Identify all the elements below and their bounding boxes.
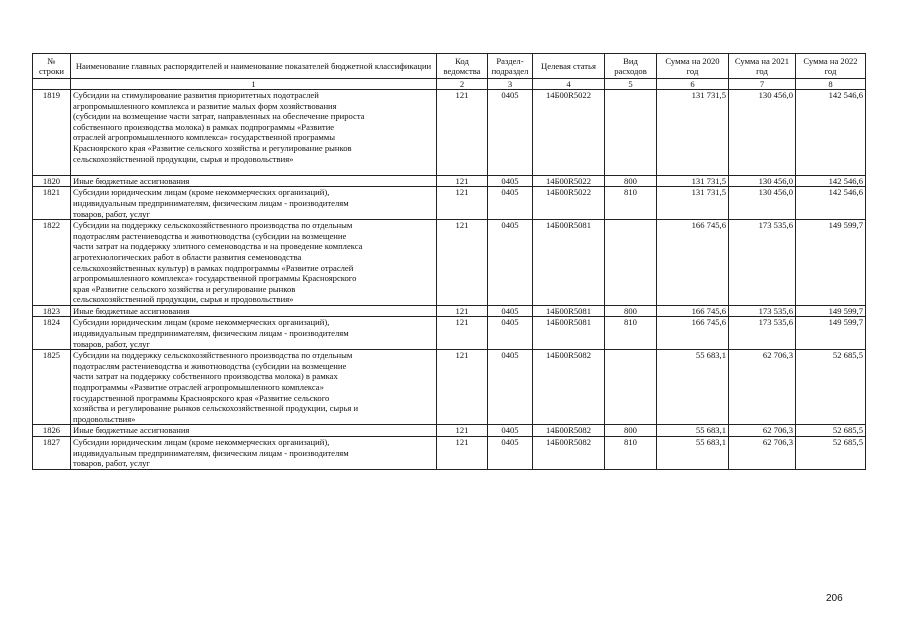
table-row — [33, 90, 866, 176]
row-number-cell: 1821 — [33, 187, 71, 220]
sum-2021-cell: 130 456,0 — [729, 187, 796, 220]
target-article-cell: 14Б00R5022 — [533, 175, 605, 187]
sum-2020-cell: 166 745,6 — [657, 220, 729, 306]
page-number: 206 — [826, 593, 843, 604]
name-line: сельскохозяйственной продукции, сырья и продовольствия» — [73, 153, 294, 164]
sum-2022-cell: 149 599,7 — [796, 317, 866, 350]
column-number: 1 — [71, 79, 437, 90]
name-line: Иные бюджетные ассигнования — [73, 305, 190, 316]
name-line: Субсидии на поддержку сельскохозяйственного производства по отдельным — [73, 350, 353, 361]
row-name-cell — [71, 305, 437, 317]
row-number-cell: 1820 — [33, 175, 71, 187]
sum-2021-cell: 173 535,6 — [729, 305, 796, 317]
name-line: Красноярского края «Развитие сельского хозяйства и регулирование рынков — [73, 142, 352, 153]
name-line: подотраслям растениеводства и животноводства (субсидии на возмещение — [73, 230, 347, 241]
row-number-cell: 1827 — [33, 437, 71, 470]
column-number: 5 — [605, 79, 657, 90]
name-line: края «Развитие сельского хозяйства и регулирование рынков — [73, 283, 296, 294]
sum-2022-cell: 52 685,5 — [796, 437, 866, 470]
header-sum-2022: Сумма на 2022 год — [796, 54, 866, 79]
sum-2022-cell: 149 599,7 — [796, 305, 866, 317]
table-row — [33, 317, 866, 350]
table-row — [33, 437, 866, 470]
header-department-code: Код ведомства — [437, 54, 488, 79]
section-cell: 0405 — [488, 90, 533, 176]
row-name-cell — [71, 187, 437, 220]
target-article-cell: 14Б00R5081 — [533, 317, 605, 350]
expense-type-cell — [605, 350, 657, 425]
department-code-cell: 121 — [437, 175, 488, 187]
section-cell: 0405 — [488, 350, 533, 425]
target-article-cell: 14Б00R5082 — [533, 425, 605, 437]
row-number-cell: 1826 — [33, 425, 71, 437]
name-line: товаров, работ, услуг — [73, 338, 150, 349]
row-number-cell: 1823 — [33, 305, 71, 317]
header-sum-2020: Сумма на 2020 год — [657, 54, 729, 79]
sum-2021-cell: 173 535,6 — [729, 220, 796, 306]
sum-2020-cell: 131 731,5 — [657, 175, 729, 187]
table-row — [33, 220, 866, 306]
name-line: части затрат на поддержку собственного производства молока) в рамках — [73, 371, 338, 382]
sum-2020-cell: 55 683,1 — [657, 350, 729, 425]
name-line: Иные бюджетные ассигнования — [73, 175, 190, 186]
name-line: государственной программы Красноярского края «Развитие сельского — [73, 392, 330, 403]
column-number: 2 — [437, 79, 488, 90]
table-body — [33, 90, 866, 470]
name-line: (субсидии на возмещение части затрат, направленных на обеспечение прироста — [73, 111, 365, 122]
target-article-cell: 14Б00R5022 — [533, 187, 605, 220]
section-cell: 0405 — [488, 187, 533, 220]
name-line: Субсидии юридическим лицам (кроме некоммерческих организаций), — [73, 317, 330, 328]
expense-type-cell: 800 — [605, 305, 657, 317]
section-cell: 0405 — [488, 425, 533, 437]
section-cell: 0405 — [488, 317, 533, 350]
sum-2020-cell: 55 683,1 — [657, 425, 729, 437]
sum-2020-cell: 166 745,6 — [657, 317, 729, 350]
header-sum-2021: Сумма на 2021 год — [729, 54, 796, 79]
column-number: 7 — [729, 79, 796, 90]
sum-2020-cell: 131 731,5 — [657, 90, 729, 176]
sum-2021-cell: 62 706,3 — [729, 350, 796, 425]
name-line — [73, 164, 434, 175]
header-expense-type: Вид расходов — [605, 54, 657, 79]
row-name-cell — [71, 437, 437, 470]
sum-2021-cell: 62 706,3 — [729, 437, 796, 470]
row-number-cell: 1819 — [33, 90, 71, 176]
sum-2021-cell: 130 456,0 — [729, 90, 796, 176]
column-number: 6 — [657, 79, 729, 90]
column-number-row — [33, 79, 866, 90]
row-name-cell — [71, 175, 437, 187]
name-line: подотраслям растениеводства и животноводства (субсидии на возмещение — [73, 360, 347, 371]
sum-2022-cell: 52 685,5 — [796, 425, 866, 437]
row-name-cell — [71, 425, 437, 437]
section-cell: 0405 — [488, 305, 533, 317]
row-number-cell: 1824 — [33, 317, 71, 350]
sum-2022-cell: 142 546,6 — [796, 90, 866, 176]
section-cell: 0405 — [488, 437, 533, 470]
name-line: части затрат на поддержку элитного семеноводства и на проведение комплекса — [73, 241, 363, 252]
section-cell: 0405 — [488, 220, 533, 306]
name-line: хозяйства и регулирование рынков сельскохозяйственной продукции, сырья и — [73, 403, 359, 414]
column-number — [33, 79, 71, 90]
header-row-number: № строки — [33, 54, 71, 79]
column-number: 4 — [533, 79, 605, 90]
name-line: товаров, работ, услуг — [73, 458, 150, 469]
budget-table — [32, 53, 866, 470]
row-name-cell — [71, 317, 437, 350]
department-code-cell: 121 — [437, 187, 488, 220]
column-number: 8 — [796, 79, 866, 90]
name-line: агропромышленного комплекса и развитие малых форм хозяйствования — [73, 100, 337, 111]
row-name-cell — [71, 220, 437, 306]
department-code-cell: 121 — [437, 220, 488, 306]
expense-type-cell: 810 — [605, 437, 657, 470]
name-line: отраслей агропромышленного комплекса» государственной программы — [73, 132, 335, 143]
target-article-cell: 14Б00R5081 — [533, 305, 605, 317]
name-line: подпрограммы «Развитие отраслей агропромышленного комплекса» — [73, 382, 324, 393]
header-section: Раздел-подраздел — [488, 54, 533, 79]
department-code-cell: 121 — [437, 90, 488, 176]
row-number-cell: 1822 — [33, 220, 71, 306]
sum-2020-cell: 131 731,5 — [657, 187, 729, 220]
name-line: Субсидии на поддержку сельскохозяйственного производства по отдельным — [73, 220, 353, 231]
sum-2022-cell: 142 546,6 — [796, 175, 866, 187]
department-code-cell: 121 — [437, 437, 488, 470]
sum-2020-cell: 166 745,6 — [657, 305, 729, 317]
expense-type-cell — [605, 90, 657, 176]
table-row — [33, 350, 866, 425]
target-article-cell: 14Б00R5082 — [533, 437, 605, 470]
expense-type-cell: 810 — [605, 317, 657, 350]
header-target-article: Целевая статья — [533, 54, 605, 79]
sum-2021-cell: 62 706,3 — [729, 425, 796, 437]
name-line: Субсидии на стимулирование развития приоритетных подотраслей — [73, 90, 319, 100]
column-number: 3 — [488, 79, 533, 90]
sum-2020-cell: 55 683,1 — [657, 437, 729, 470]
table-header-row — [33, 54, 866, 79]
row-number-cell: 1825 — [33, 350, 71, 425]
section-cell: 0405 — [488, 175, 533, 187]
table-row — [33, 425, 866, 437]
header-name: Наименование главных распорядителей и наименование показателей бюджетной классификации — [71, 54, 437, 79]
table-row — [33, 175, 866, 187]
sum-2021-cell: 173 535,6 — [729, 317, 796, 350]
department-code-cell: 121 — [437, 350, 488, 425]
sum-2022-cell: 142 546,6 — [796, 187, 866, 220]
name-line: продовольствия» — [73, 413, 136, 424]
department-code-cell: 121 — [437, 317, 488, 350]
department-code-cell: 121 — [437, 305, 488, 317]
department-code-cell: 121 — [437, 425, 488, 437]
sum-2021-cell: 130 456,0 — [729, 175, 796, 187]
name-line: Субсидии юридическим лицам (кроме некоммерческих организаций), — [73, 437, 330, 447]
row-name-cell — [71, 90, 437, 176]
target-article-cell: 14Б00R5082 — [533, 350, 605, 425]
sum-2022-cell: 52 685,5 — [796, 350, 866, 425]
name-line: сельскохозяйственных культур) в рамках подпрограммы «Развитие отраслей — [73, 262, 354, 273]
expense-type-cell: 800 — [605, 175, 657, 187]
name-line: агротехнологических работ в области развития семеноводства — [73, 251, 302, 262]
table-row — [33, 305, 866, 317]
name-line: собственного производства молока) в рамках подпрограммы «Развитие — [73, 121, 335, 132]
sum-2022-cell: 149 599,7 — [796, 220, 866, 306]
name-line: агропромышленного комплекса» государственной программы Красноярского — [73, 273, 357, 284]
name-line: Иные бюджетные ассигнования — [73, 425, 190, 436]
name-line: индивидуальным предпринимателям, физическим лицам - производителям — [73, 197, 349, 208]
name-line: товаров, работ, услуг — [73, 208, 150, 219]
name-line: Субсидии юридическим лицам (кроме некоммерческих организаций), — [73, 187, 330, 198]
expense-type-cell: 810 — [605, 187, 657, 220]
row-name-cell — [71, 350, 437, 425]
target-article-cell: 14Б00R5081 — [533, 220, 605, 306]
name-line: индивидуальным предпринимателям, физическим лицам - производителям — [73, 328, 349, 339]
expense-type-cell: 800 — [605, 425, 657, 437]
expense-type-cell — [605, 220, 657, 306]
name-line: сельскохозяйственной продукции, сырья и продовольствия» — [73, 294, 294, 305]
name-line: индивидуальным предпринимателям, физическим лицам - производителям — [73, 447, 349, 458]
table-row — [33, 187, 866, 220]
target-article-cell: 14Б00R5022 — [533, 90, 605, 176]
